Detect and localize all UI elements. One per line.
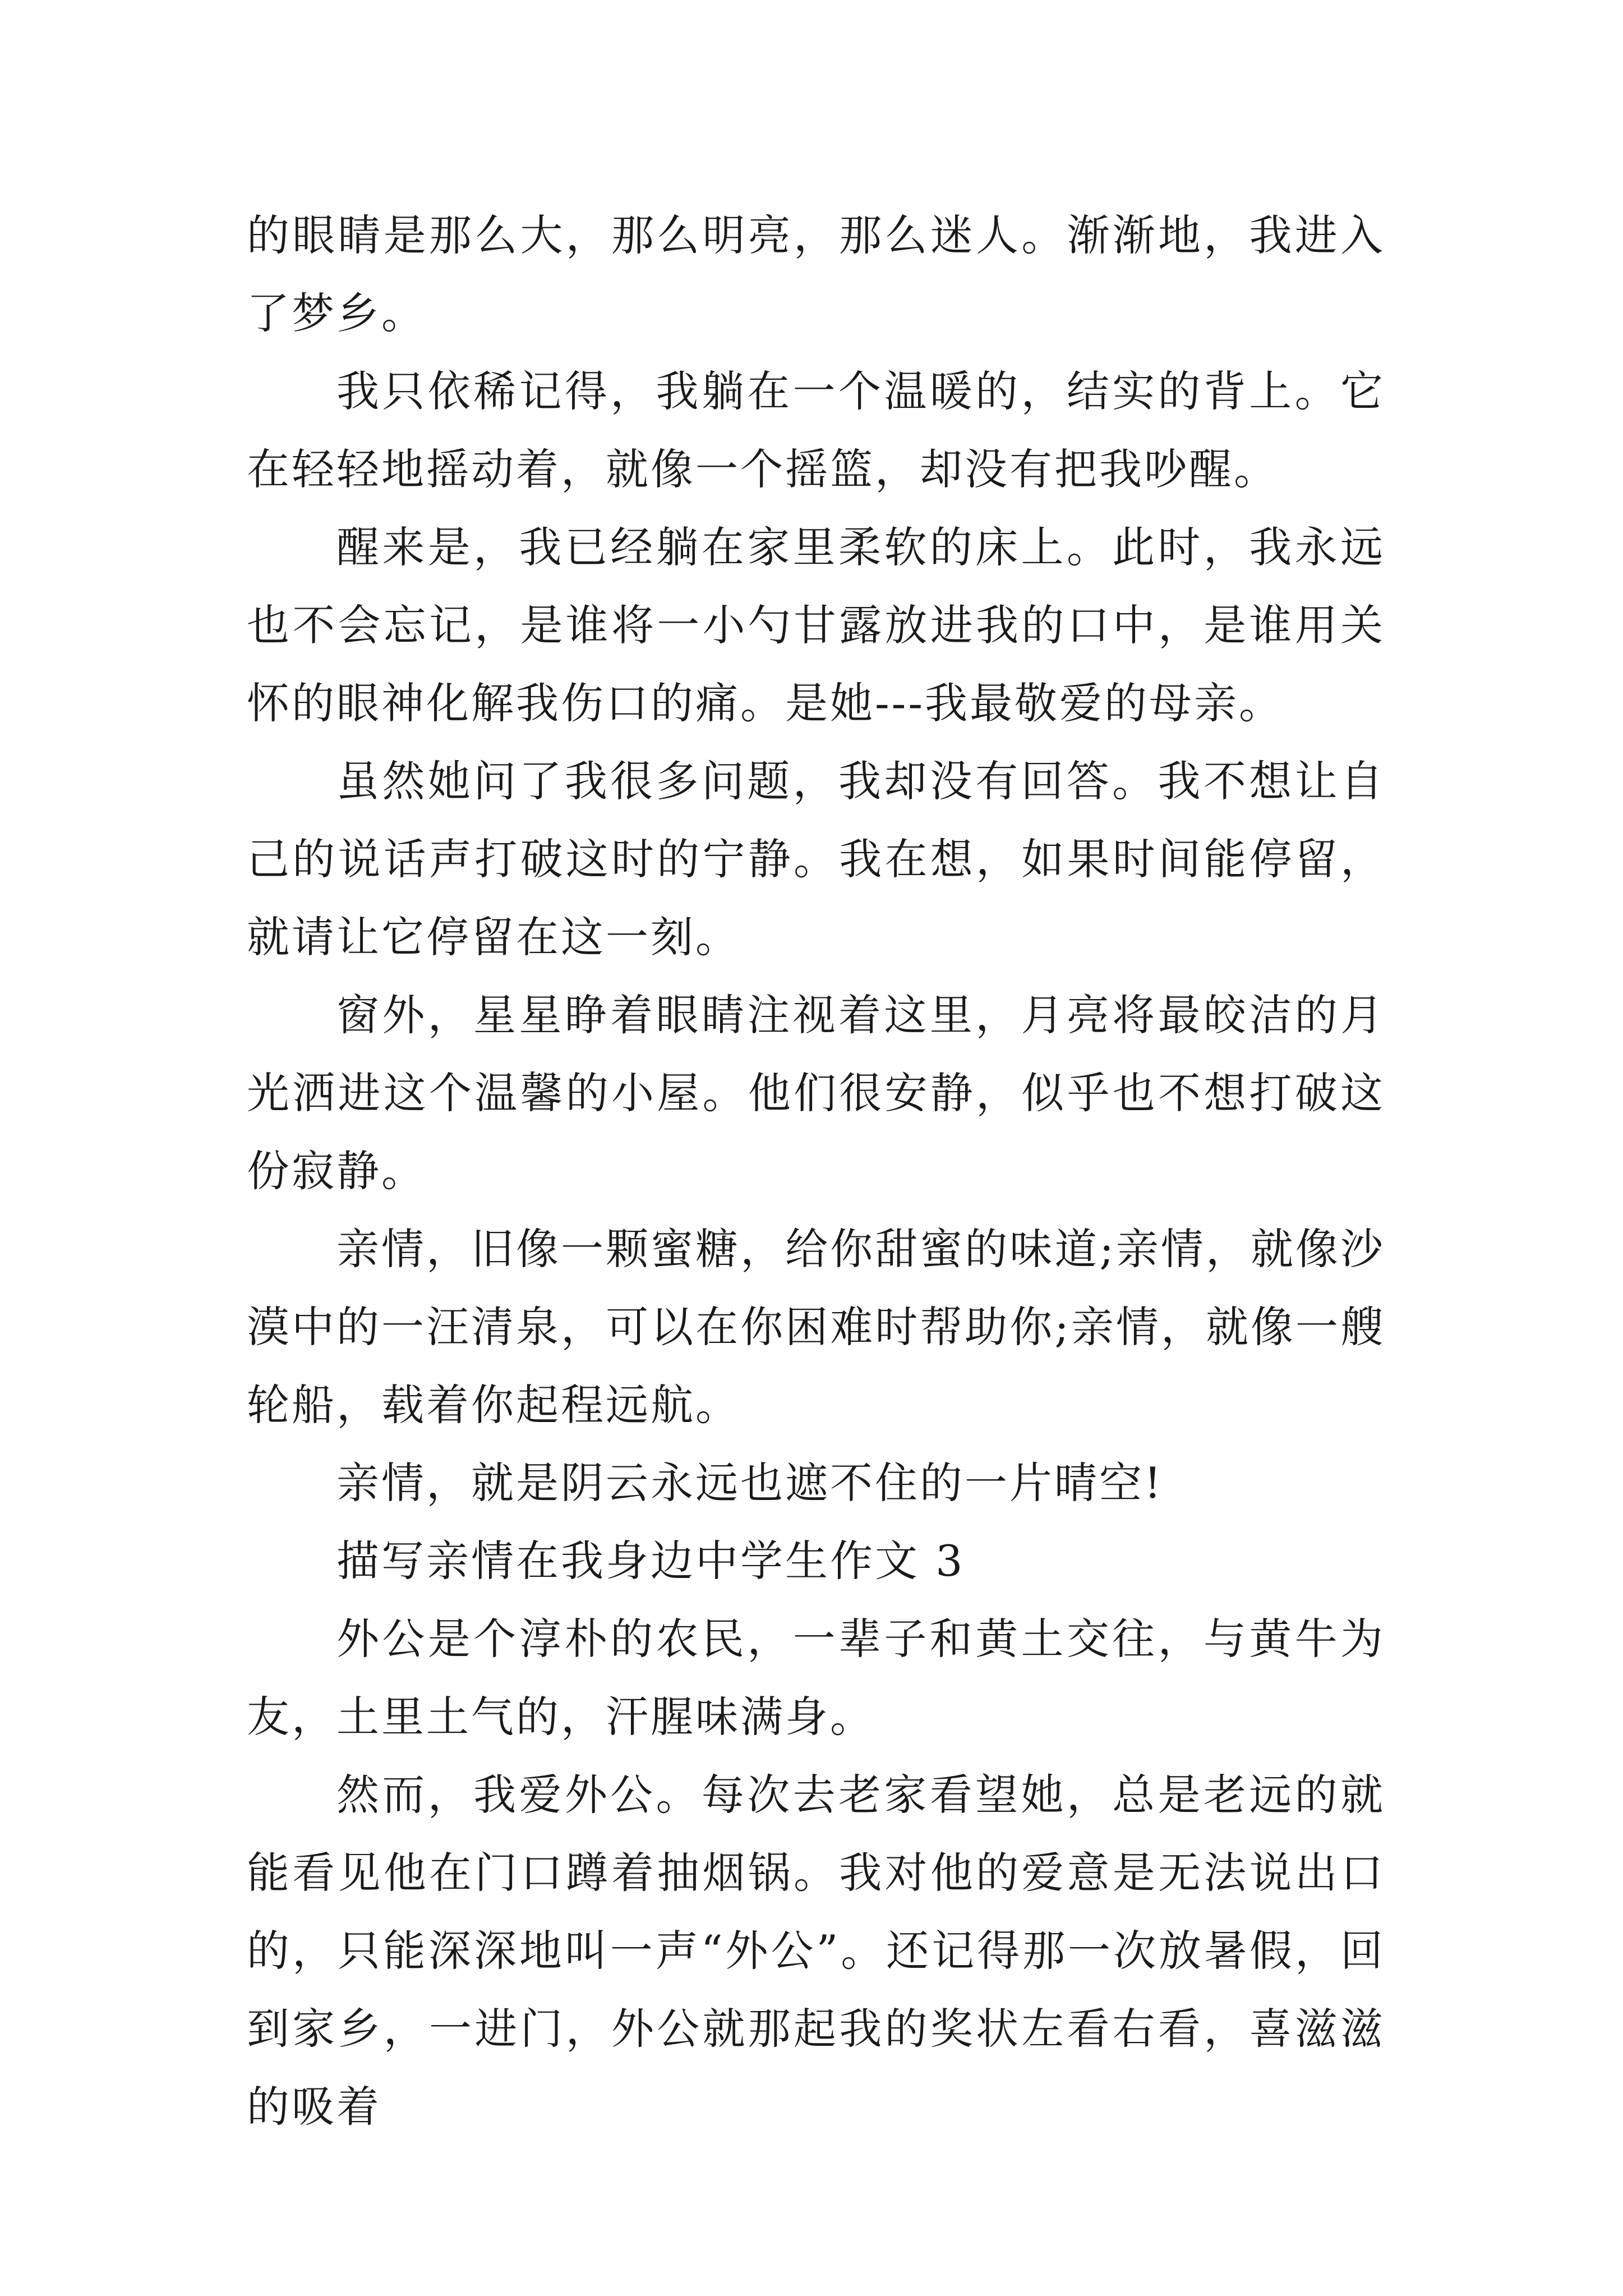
paragraph-8: 外公是个淳朴的农民，一辈子和黄土交往，与黄牛为友，土里土气的，汗腥味满身。: [247, 1614, 1385, 1742]
paragraph-4: 虽然她问了我很多问题，我却没有回答。我不想让自己的说话声打破这时的宁静。我在想，如果时间能停留，就请让它停留在这一刻。: [247, 756, 1385, 962]
paragraph-6: 亲情，旧像一颗蜜糖，给你甜蜜的味道;亲情，就像沙漠中的一汪清泉，可以在你困难时帮助你;亲情，就像一艘轮船，载着你起程远航。: [247, 1224, 1385, 1430]
paragraph-7: 亲情，就是阴云永远也遮不住的一片晴空!: [336, 1458, 1164, 1508]
paragraph-1: 的眼睛是那么大，那么明亮，那么迷人。渐渐地，我进入了梦乡。: [247, 210, 1385, 338]
paragraph-9: 然而，我爱外公。每次去老家看望她，总是老远的就能看见他在门口蹲着抽烟锅。我对他的爱意是无法说出口的，只能深深地叫一声“外公”。还记得那一次放暑假，回到家乡，一进门，外公就那起我的奖状左看右看，喜滋滋的吸着: [247, 1770, 1385, 2132]
paragraph-2: 我只依稀记得，我躺在一个温暖的，结实的背上。它在轻轻地摇动着，就像一个摇篮，却没有把我吵醒。: [247, 366, 1385, 494]
paragraph-5: 窗外，星星睁着眼睛注视着这里，月亮将最皎洁的月光洒进这个温馨的小屋。他们很安静，似乎也不想打破这份寂静。: [247, 990, 1385, 1196]
section-heading: 描写亲情在我身边中学生作文 3: [336, 1536, 965, 1586]
paragraph-3: 醒来是，我已经躺在家里柔软的床上。此时，我永远也不会忘记，是谁将一小勺甘露放进我的口中，是谁用关怀的眼神化解我伤口的痛。是她---我最敬爱的母亲。: [247, 522, 1385, 728]
essay-body: [247, 196, 1385, 2146]
